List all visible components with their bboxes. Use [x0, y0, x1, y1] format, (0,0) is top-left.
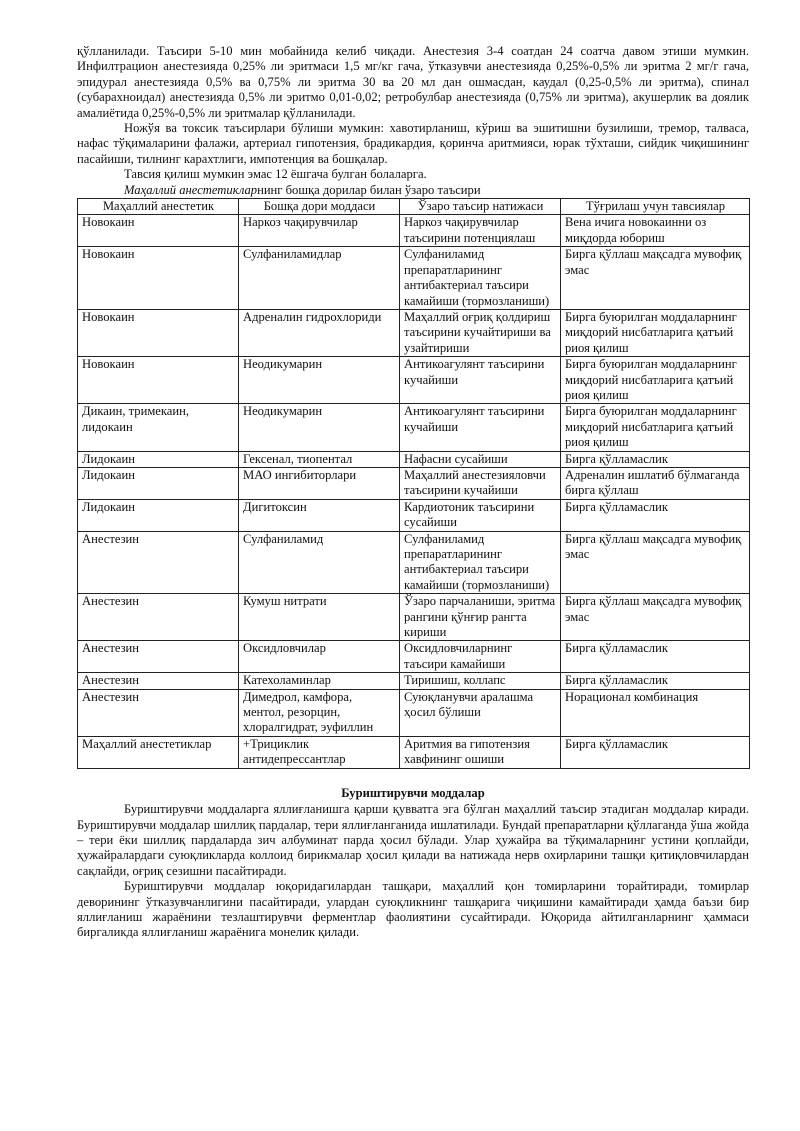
cell-anesthetic: Анестезин — [78, 531, 239, 594]
paragraph-astringents-intro: Буриштирувчи моддаларга яллиғланишга қарши қувватга эга бўлган маҳаллий таъсир этадиган моддалар киради. Буриштирувчи моддалар шиллиқ пардалар, тери яллиғланганида ишлатилади. Бундай препаратларни қўллаганда ўша жойда – тери ёки шиллиқ пардаларда зич албуминат парда ҳосил бўлади. Улар ҳужайра ва тўқималарнинг устини қоплайди, ҳужайралардаги суюқликларда коллоид бирикмалар ҳосил қилади ва натижада нерв охирларини ташқи қитиқловчилардан сақлайди, оғриқ сезишни пасайтиради. — [77, 802, 749, 878]
cell-other-drug: Кумуш нитрати — [239, 594, 400, 641]
cell-other-drug: Наркоз чақирувчилар — [239, 215, 400, 247]
cell-other-drug: Неодикумарин — [239, 357, 400, 404]
cell-recommendation: Бирга қўллаш мақсадга мувофиқ эмас — [561, 531, 750, 594]
cell-anesthetic: Маҳаллий анестетиклар — [78, 736, 239, 768]
table-caption-rest: нинг бошқа дорилар билан ўзаро таъсири — [257, 182, 481, 197]
table-row — [78, 215, 750, 247]
cell-result: Наркоз чақирувчилар таъсирини потенциялаш — [400, 215, 561, 247]
cell-anesthetic: Анестезин — [78, 673, 239, 689]
table-caption-italic: Маҳаллий анестетиклар — [124, 182, 258, 197]
cell-recommendation: Бирга қўлламаслик — [561, 673, 750, 689]
cell-other-drug: Димедрол, камфора, ментол, резорцин, хлоралгидрат, эуфиллин — [239, 689, 400, 736]
cell-result: Антикоагулянт таъсирини кучайиши — [400, 404, 561, 451]
cell-result: Суюқланувчи аралашма ҳосил бўлиши — [400, 689, 561, 736]
cell-recommendation: Бирга қўлламаслик — [561, 499, 750, 531]
cell-anesthetic: Новокаин — [78, 309, 239, 356]
document-page — [77, 44, 749, 941]
cell-anesthetic: Лидокаин — [78, 467, 239, 499]
cell-anesthetic: Лидокаин — [78, 499, 239, 531]
cell-anesthetic: Новокаин — [78, 215, 239, 247]
cell-result: Антикоагулянт таъсирини кучайиши — [400, 357, 561, 404]
table-row — [78, 673, 750, 689]
header-recommendations: Тўғрилаш учун тавсиялар — [561, 199, 750, 215]
cell-result: Кардиотоник таъсирини сусайиши — [400, 499, 561, 531]
section-heading: Буриштирувчи моддалар — [341, 785, 485, 800]
cell-recommendation: Норационал комбинация — [561, 689, 750, 736]
cell-result: Маҳаллий анестезияловчи таъсирини кучайиши — [400, 467, 561, 499]
cell-anesthetic: Анестезин — [78, 641, 239, 673]
cell-result: Аритмия ва гипотензия хавфининг ошиши — [400, 736, 561, 768]
cell-recommendation: Бирга қўллаш мақсадга мувофиқ эмас — [561, 247, 750, 310]
cell-result: Маҳаллий оғриқ қолдириш таъсирини кучайтириши ва узайтириши — [400, 309, 561, 356]
table-row — [78, 467, 750, 499]
table-row — [78, 451, 750, 467]
cell-other-drug: Катехоламинлар — [239, 673, 400, 689]
table-row — [78, 247, 750, 310]
table-row — [78, 689, 750, 736]
cell-anesthetic: Новокаин — [78, 247, 239, 310]
cell-recommendation: Бирга қўлламаслик — [561, 641, 750, 673]
header-other-drug: Бошқа дори моддаси — [239, 199, 400, 215]
cell-other-drug: Оксидловчилар — [239, 641, 400, 673]
cell-other-drug: Адреналин гидрохлориди — [239, 309, 400, 356]
table-row — [78, 594, 750, 641]
cell-result: Оксидловчиларнинг таъсири камайиши — [400, 641, 561, 673]
cell-other-drug: Неодикумарин — [239, 404, 400, 451]
cell-recommendation: Бирга буюрилган моддаларнинг миқдорий нисбатларига қатъий риоя қилиш — [561, 309, 750, 356]
cell-anesthetic: Лидокаин — [78, 451, 239, 467]
table-caption — [77, 183, 749, 198]
cell-recommendation: Бирга буюрилган моддаларнинг миқдорий нисбатларига қатъий риоя қилиш — [561, 404, 750, 451]
cell-other-drug: +Трициклик антидепрессантлар — [239, 736, 400, 768]
table-row — [78, 357, 750, 404]
table-row — [78, 736, 750, 768]
cell-result: Сулфаниламид препаратларининг антибактериал таъсири камайиши (тормозланиши) — [400, 247, 561, 310]
cell-recommendation: Бирга буюрилган моддаларнинг миқдорий нисбатларига қатъий риоя қилиш — [561, 357, 750, 404]
cell-anesthetic: Дикаин, тримекаин, лидокаин — [78, 404, 239, 451]
cell-other-drug: Гексенал, тиопентал — [239, 451, 400, 467]
paragraph-dosage: қўлланилади. Таъсири 5-10 мин мобайнида келиб чиқади. Анестезия 3-4 соатдан 24 соатча давом этиши мумкин. Инфилтрацион анестезияда 0,25% ли эритмаси 1,5 мг/кг гача, ўтказувчи анестезияда 0,25%-0,5% ли эритма 2 мг/г гача, эпидурал анестезияда 0,5% ва 0,75% ли эритма 30 ва 20 мл дан ошмасдан, каудал (0,25-0,5% ли эритма), спинал (субарахноидал) анестезияда 0,5% ли эритмо 0,01-0,02; ретробулбар анестезияда (0,75% ли эритма), акушерлик ва доялик амалиётида 0,25%-0,5% ли эритмалар қўлланилади. — [77, 44, 749, 120]
cell-result: Тиришиш, коллапс — [400, 673, 561, 689]
cell-anesthetic: Анестезин — [78, 594, 239, 641]
table-row — [78, 309, 750, 356]
cell-other-drug: Сулфаниламидлар — [239, 247, 400, 310]
table-header-row — [78, 199, 750, 215]
cell-other-drug: МАО ингибиторлари — [239, 467, 400, 499]
cell-recommendation: Бирга қўлламаслик — [561, 736, 750, 768]
interaction-table — [77, 198, 750, 769]
paragraph-contraindication: Тавсия қилиш мумкин эмас 12 ёшгача булган болаларга. — [124, 167, 427, 182]
cell-recommendation: Бирга қўллаш мақсадга мувофиқ эмас — [561, 594, 750, 641]
header-interaction-result: Ўзаро таъсир натижаси — [400, 199, 561, 215]
paragraph-astringents-action: Буриштирувчи моддалар юқоридагилардан ташқари, маҳаллий қон томирларини торайтиради, томирлар деворининг ўтказувчанлигини пасайтиради, улардан суюқликнинг ташқарига чиқишини камайтиради ҳамда баъзи бир яллиғланиш жараёнини тезлаштирувчи ферментлар фаолиятини сусайтиради. Юқорида айтилганларнинг ҳаммаси биргаликда яллиғланиш жараёнига монелик қилади. — [77, 879, 749, 940]
cell-recommendation: Адреналин ишлатиб бўлмаганда бирга қўллаш — [561, 467, 750, 499]
table-row — [78, 531, 750, 594]
cell-other-drug: Сулфаниламид — [239, 531, 400, 594]
cell-recommendation: Вена ичига новокаинни оз миқдорда юбориш — [561, 215, 750, 247]
cell-result: Ўзаро парчаланиши, эритма рангини қўнғир рангта кириши — [400, 594, 561, 641]
cell-anesthetic: Новокаин — [78, 357, 239, 404]
cell-other-drug: Дигитоксин — [239, 499, 400, 531]
table-row — [78, 499, 750, 531]
cell-anesthetic: Анестезин — [78, 689, 239, 736]
table-row — [78, 404, 750, 451]
header-local-anesthetic: Маҳаллий анестетик — [78, 199, 239, 215]
cell-result: Сулфаниламид препаратларининг антибактериал таъсири камайиши (тормозланиши) — [400, 531, 561, 594]
table-row — [78, 641, 750, 673]
cell-recommendation: Бирга қўлламаслик — [561, 451, 750, 467]
paragraph-side-effects: Ножўя ва токсик таъсирлари бўлиши мумкин: хавотирланиш, кўриш ва эшитишни бузилиши, тремор, талваса, нафас тўқималарини фалажи, артериал гипотензия, брадикардия, қоринча аритмияси, юрак тўхташи, сийдик чиқишининг пасайиши, тилнинг карахтлиги, импотенция ва бошқалар. — [77, 121, 749, 166]
cell-result: Нафасни сусайиши — [400, 451, 561, 467]
